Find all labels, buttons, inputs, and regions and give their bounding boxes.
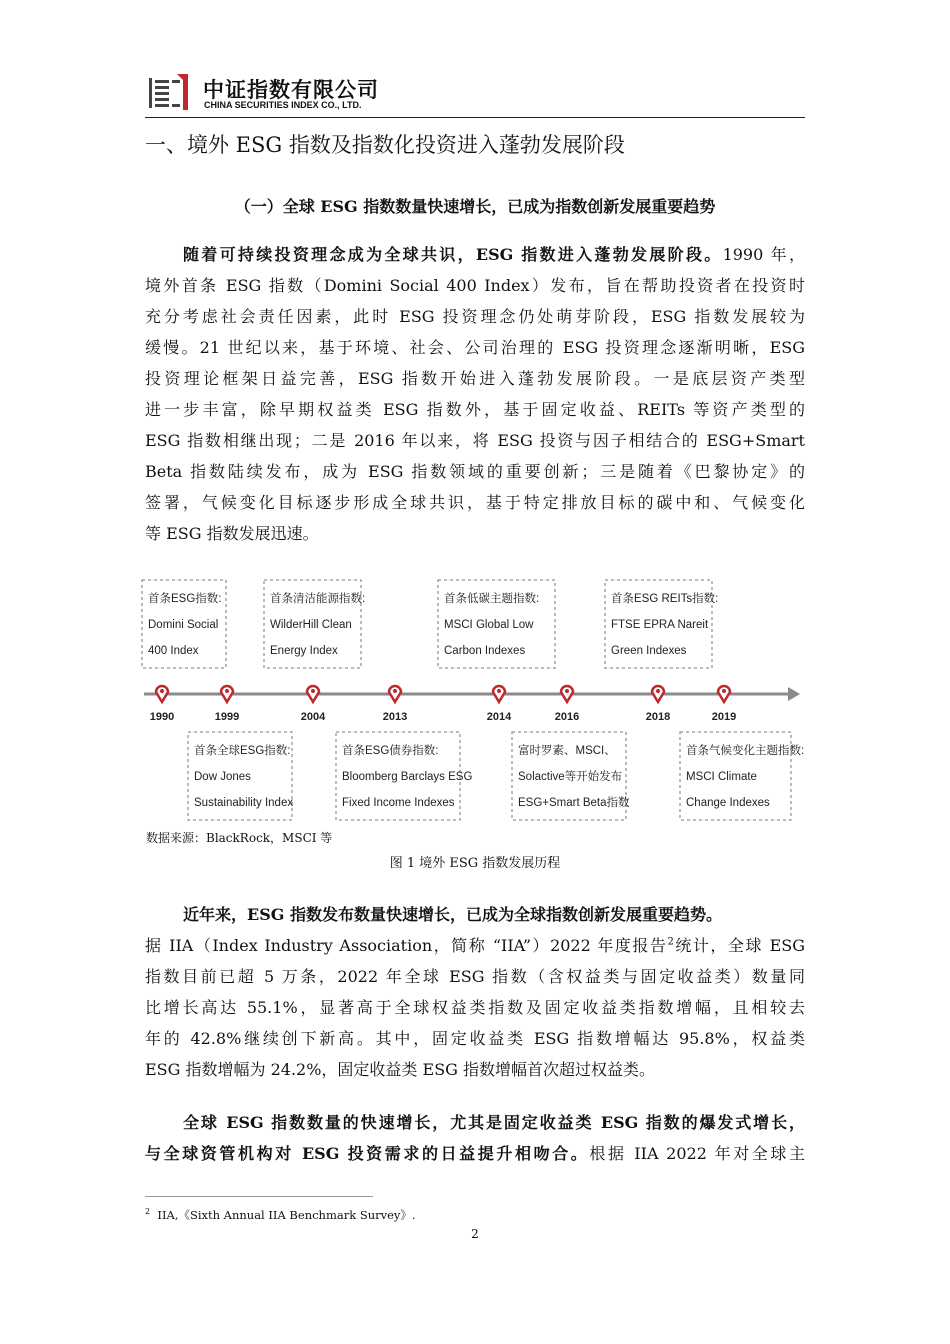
timeline-marker-2013 <box>383 686 407 723</box>
pin-dot <box>311 689 315 693</box>
footnote-text: IIA,《Sixth Annual IIA Benchmark Survey》. <box>157 1208 416 1222</box>
timeline-top-box-1990 <box>142 580 226 668</box>
timeline-year-label: 2019 <box>711 711 737 723</box>
timeline-box-line: 富时罗素、MSCI、 <box>518 745 616 757</box>
timeline-bottom-box-2016 <box>512 732 630 820</box>
pin-dot <box>656 689 660 693</box>
timeline-box-line: Fixed Income Indexes <box>342 797 455 809</box>
timeline-year-label: 2016 <box>554 711 580 723</box>
timeline-box-line: 首条ESG债券指数: <box>342 745 439 757</box>
para1-lead: 随着可持续投资理念成为全球共识，ESG 指数进入蓬勃发展阶段。 <box>183 245 723 264</box>
footnote-ref: 2 <box>667 936 674 948</box>
pin-dot <box>497 689 501 693</box>
timeline-year-label: 2018 <box>645 711 671 723</box>
footnote <box>145 1207 416 1223</box>
timeline-box-line: Energy Index <box>270 645 338 657</box>
timeline-bottom-box-1999 <box>188 732 293 820</box>
para2-lead: 近年来，ESG 指数发布数量快速增长，已成为全球指数创新发展重要趋势。 <box>183 905 722 924</box>
para2-line: 指数目前已超 5 万条，2022 年全球 ESG 指数（含权益类与固定收益类）数量同 <box>145 967 805 986</box>
timeline-box-line: 首条ESG指数: <box>148 593 222 605</box>
timeline-box-line: Dow Jones <box>194 771 251 783</box>
timeline-marker-2018 <box>646 686 670 723</box>
timeline-box-line: Solactive等开始发布 <box>518 771 623 783</box>
timeline-box-line: 首条全球ESG指数: <box>194 745 291 757</box>
para1-line: 境外首条 ESG 指数（Domini Social 400 Index）发布，旨在帮助投资者在投资时 <box>145 276 805 295</box>
timeline-box-line: 400 Index <box>148 645 199 657</box>
map-pin-icon <box>652 686 664 702</box>
timeline-bottom-box-2013 <box>336 732 472 820</box>
para1-line: 缓慢。21 世纪以来，基于环境、社会、公司治理的 ESG 投资理念逐渐明晰，ESG <box>145 338 805 357</box>
map-pin-icon <box>493 686 505 702</box>
para1-line: 等 ESG 指数发展迅速。 <box>145 524 319 543</box>
timeline-box-line: 首条低碳主题指数: <box>444 593 540 605</box>
para3-lead: 全球 ESG 指数数量的快速增长，尤其是固定收益类 ESG 指数的爆发式增长， <box>183 1113 805 1132</box>
timeline-arrow-icon <box>788 687 800 701</box>
company-name-cn: 中证指数有限公司 <box>203 78 379 102</box>
para2-line: 比增长高达 55.1%，显著高于全球权益类指数及固定收益类指数增幅，且相较去 <box>145 998 805 1017</box>
esg-timeline-figure <box>138 574 808 824</box>
paragraph-3 <box>145 1107 805 1169</box>
para1-line: ESG 指数相继出现；二是 2016 年以来，将 ESG 投资与因子相结合的 ESG+Smart <box>145 431 805 450</box>
header-divider <box>145 117 805 118</box>
timeline-box-line: MSCI Climate <box>686 771 757 783</box>
para2-line2b: 统计，全球 ESG <box>673 936 805 955</box>
map-pin-icon <box>561 686 573 702</box>
para2-line2a: 据 IIA（Index Industry Association，简称 “IIA”）2022 年度报告 <box>145 936 668 955</box>
timeline-box-line: WilderHill Clean <box>270 619 352 631</box>
timeline-marker-2019 <box>712 686 736 723</box>
timeline-marker-2016 <box>555 686 579 723</box>
map-pin-icon <box>389 686 401 702</box>
timeline-year-label: 2014 <box>486 711 512 723</box>
timeline-year-label: 2013 <box>382 711 408 723</box>
para1-line: 投资理论框架日益完善，ESG 指数开始进入蓬勃发展阶段。一是底层资产类型 <box>145 369 805 388</box>
para3-line2-rest: 根据 IIA 2022 年对全球主 <box>589 1144 805 1163</box>
footnote-mark: 2 <box>145 1207 151 1217</box>
para2-line: ESG 指数增幅为 24.2%，固定收益类 ESG 指数增幅首次超过权益类。 <box>145 1060 656 1079</box>
timeline-marker-1999 <box>215 686 239 723</box>
map-pin-icon <box>307 686 319 702</box>
timeline-box-line: Change Indexes <box>686 797 770 809</box>
para1-line: Beta 指数陆续发布，成为 ESG 指数领域的重要创新；三是随着《巴黎协定》的 <box>145 462 805 481</box>
timeline-bottom-box-2019 <box>680 732 804 820</box>
paragraph-2 <box>145 899 805 1085</box>
timeline-top-box-2018 <box>605 580 718 668</box>
para1-line: 进一步丰富，除早期权益类 ESG 指数外，基于固定收益、REITs 等资产类型的 <box>145 400 805 419</box>
pin-dot <box>393 689 397 693</box>
timeline-box-line: ESG+Smart Beta指数 <box>518 797 630 809</box>
timeline-marker-2014 <box>487 686 512 723</box>
para1-line: 签署，气候变化目标逐步形成全球共识，基于特定排放目标的碳中和、气候变化 <box>145 493 805 512</box>
timeline-top-box-2014 <box>438 580 555 668</box>
timeline-marker-1990 <box>150 686 174 723</box>
timeline-box-line: 首条清洁能源指数: <box>270 593 366 605</box>
company-name-en: CHINA SECURITIES INDEX CO., LTD. <box>204 100 362 110</box>
timeline-top-box-2004 <box>264 580 365 668</box>
timeline-box-line: FTSE EPRA Nareit <box>611 619 709 631</box>
timeline-year-label: 2004 <box>300 711 326 723</box>
para1-line: 充分考虑社会责任因素，此时 ESG 投资理念仍处萌芽阶段，ESG 指数发展较为 <box>145 307 805 326</box>
timeline-box-line: Domini Social <box>148 619 219 631</box>
timeline-box-line: Sustainability Index <box>194 797 294 809</box>
timeline-box-line: Carbon Indexes <box>444 645 526 657</box>
timeline-box-line: Bloomberg Barclays ESG <box>342 771 473 783</box>
pin-dot <box>160 689 164 693</box>
map-pin-icon <box>718 686 730 702</box>
para1-line1-rest: 1990 年， <box>722 245 805 264</box>
map-pin-icon <box>221 686 233 702</box>
para2-line: 年的 42.8%继续创下新高。其中，固定收益类 ESG 指数增幅达 95.8%，权益类 <box>145 1029 805 1048</box>
timeline-box-line: 首条ESG REITs指数: <box>611 593 719 605</box>
pin-dot <box>565 689 569 693</box>
timeline-year-label: 1999 <box>214 711 240 723</box>
paragraph-1 <box>145 239 805 549</box>
pin-dot <box>722 689 726 693</box>
company-logo-icon <box>147 74 191 112</box>
timeline-box-line: Green Indexes <box>611 645 687 657</box>
figure-source: 数据来源：BlackRock，MSCI 等 <box>146 831 333 845</box>
map-pin-icon <box>156 686 168 702</box>
footnote-divider <box>145 1196 373 1197</box>
section-title: 一、境外 ESG 指数及指数化投资进入蓬勃发展阶段 <box>145 133 625 157</box>
pin-dot <box>225 689 229 693</box>
timeline-year-label: 1990 <box>149 711 175 723</box>
figure-caption: 图 1 境外 ESG 指数发展历程 <box>389 856 561 871</box>
page-number: 2 <box>471 1227 479 1241</box>
timeline-marker-2004 <box>301 686 326 723</box>
subsection-title: （一）全球 ESG 指数数量快速增长，已成为指数创新发展重要趋势 <box>234 197 716 216</box>
para3-lead-2: 与全球资管机构对 ESG 投资需求的日益提升相吻合。 <box>145 1144 590 1163</box>
timeline-box-line: 首条气候变化主题指数: <box>686 745 805 757</box>
timeline-box-line: MSCI Global Low <box>444 619 534 631</box>
